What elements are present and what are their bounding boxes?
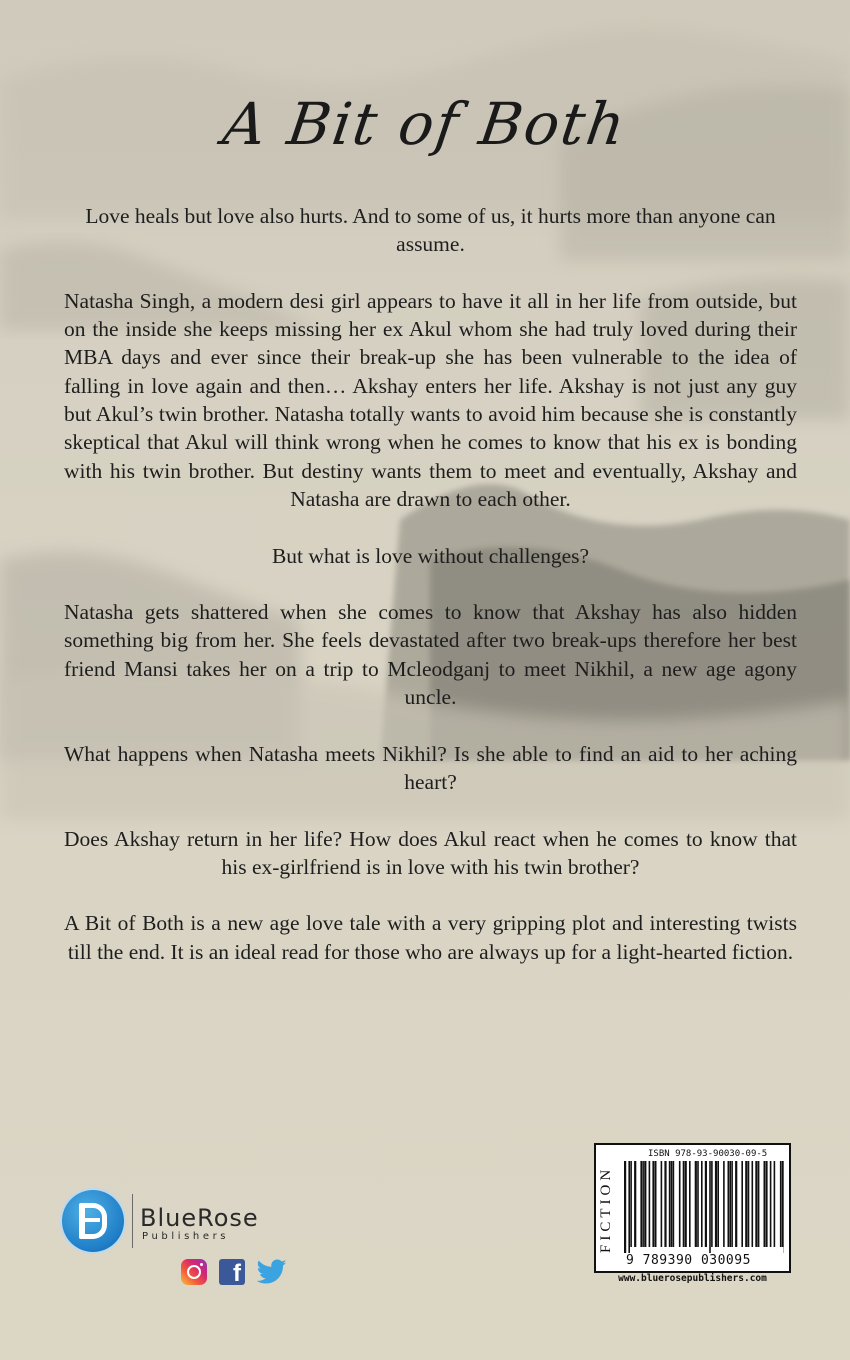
blurb-paragraph: But what is love without challenges? bbox=[271, 543, 590, 568]
twitter-icon bbox=[257, 1259, 283, 1285]
blurb-paragraph: Natasha Singh, a modern desi girl appears to have it all in her life from outside, but on the inside she keeps missing her ex Akul whom she had truly loved during their MBA days and ever since their break-up she has been vulnerable to the idea of falling in love again and then… Akshay enters her life. Akshay is not just any guy but Akul’s twin brother. Natasha totally wants to avoid him because she is constantly skeptical that Akul will think wrong when he comes to know that his ex is bonding with his twin brother. But destiny wants them to meet and eventually, Akshay and Natasha are drawn to each other. bbox=[64, 288, 797, 511]
blurb-text bbox=[64, 202, 797, 994]
barcode-image bbox=[624, 1161, 784, 1253]
isbn-barcode-box bbox=[594, 1143, 791, 1273]
publisher-logo bbox=[62, 1190, 302, 1254]
bluerose-logo-icon bbox=[62, 1190, 124, 1252]
blurb-paragraph: Does Akshay return in her life? How does Akul react when he comes to know that his ex-girlfriend is in love with his twin brother? bbox=[64, 826, 797, 879]
blurb-paragraph: Love heals but love also hurts. And to some of us, it hurts more than anyone can assume. bbox=[85, 204, 776, 257]
logo-divider bbox=[132, 1194, 133, 1248]
book-title: A Bit of Both bbox=[219, 90, 631, 158]
blurb-paragraph: What happens when Natasha meets Nikhil? Is she able to find an aid to her aching heart? bbox=[64, 741, 797, 794]
publisher-subtitle: Publishers bbox=[142, 1231, 230, 1242]
instagram-icon bbox=[181, 1259, 207, 1285]
genre-label: FICTION bbox=[598, 1165, 614, 1253]
isbn-text: ISBN 978-93-90030-09-5 bbox=[648, 1149, 768, 1159]
publisher-name: BlueRose bbox=[140, 1204, 259, 1232]
blurb-paragraph: A Bit of Both is a new age love tale with a very gripping plot and interesting twists till the end. It is an ideal read for those who are always up for a light-hearted fiction. bbox=[64, 911, 797, 964]
blurb-paragraph: Natasha gets shattered when she comes to know that Akshay has also hidden something big from her. She feels devastated after two break-ups therefore her best friend Mansi takes her on a trip to Mcleodganj to meet Nikhil, a new age agony uncle. bbox=[64, 600, 797, 710]
barcode-digits: 9 789390 030095 bbox=[626, 1253, 751, 1268]
facebook-icon bbox=[219, 1259, 245, 1285]
publisher-website: www.bluerosepublishers.com bbox=[618, 1273, 767, 1284]
